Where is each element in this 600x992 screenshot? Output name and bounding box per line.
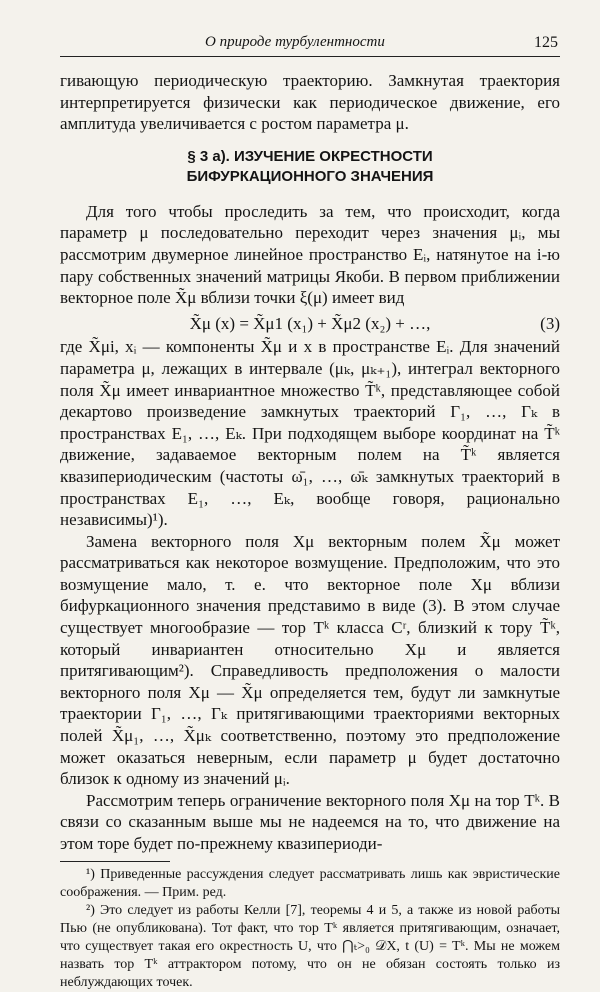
footnote-rule: [60, 861, 170, 862]
section-heading-line-1: § 3 а). ИЗУЧЕНИЕ ОКРЕСТНОСТИ: [187, 147, 433, 165]
footnote-1: ¹) Приведенные рассуждения следует рассматривать лишь как эвристические соображения. — Прим. ред.: [60, 866, 560, 900]
footnote-2: ²) Это следует из работы Келли [7], теоремы 4 и 5, а также из новой работы Пью (не опубликована). Тот факт, что тор Tᵏ является притягивающим, означает, что существует такая его окрестность U, что ⋂ₜ>₀ 𝒟X, t (U) = Tᵏ. Мы не можем назвать тор Tᵏ аттрактором потому, что он не обязан состоять только из неблуждающих точек.: [60, 902, 560, 990]
section-heading-line-2: БИФУРКАЦИОННОГО ЗНАЧЕНИЯ: [186, 167, 434, 185]
running-head-title: О природе турбулентности: [205, 34, 385, 50]
formula-3-number: (3): [540, 313, 560, 333]
page-body: [60, 70, 560, 992]
paragraph-intro: гивающую периодическую траекторию. Замкнутая траектория интерпретируется физически как периодическое движение, его амплитуда увеличивается с ростом параметра μ.: [60, 71, 560, 134]
footnotes: [60, 866, 560, 992]
formula-3-text: X̃μ (x) = X̃μ1 (x₁) + X̃μ2 (x₂) + …,: [189, 313, 431, 333]
running-head: [60, 34, 560, 57]
paragraph-4: Рассмотрим теперь ограничение векторного поля Xμ на тор Tᵏ. В связи со сказанным выше мы не надеемся на то, что движение на этом торе будет по-прежнему квазипериоди-: [60, 790, 560, 853]
paragraph-3: Замена векторного поля Xμ векторным полем X̃μ может рассматриваться как некоторое возмущение. Предположим, что это возмущение мало, т. е. что векторное поле Xμ вблизи бифуркационного значения представимо в виде (3). В этом случае существует многообразие — тор Tᵏ класса Cʳ, близкий к тору T̃ᵏ, который инвариантен относительно Xμ и является притягивающим²). Справедливость предположения о малости векторного поля Xμ — X̃μ определяется тем, будут ли замкнутые траектории Γ₁, …, Γₖ притягивающими траекториями векторных полей X̃μ₁, …, X̃μₖ соответственно, поэтому это предположение может оказаться неверным, если параметр μ будет достаточно близок к одному из значений μᵢ.: [60, 531, 560, 789]
section-heading: [60, 147, 560, 187]
paragraph-2: где X̃μi, xᵢ — компоненты X̃μ и x в пространстве Eᵢ. Для значений параметра μ, лежащих в интервале (μₖ, μₖ₊₁), интеграл векторного поля X̃μ имеет инвариантное множество T̃ᵏ, представляющее собой декартово произведение замкнутых траекторий Γ₁, …, Γₖ в пространствах E₁, …, Eₖ. При подходящем выборе координат на T̃ᵏ движение, задаваемое векторным полем на T̃ᵏ является квазипериодическим (частоты ω̄₁, …, ω̄ₖ замкнутых траекторий в пространствах E₁, …, Eₖ, вообще говоря, рационально независимы)¹).: [60, 337, 560, 530]
page-number: 125: [534, 34, 558, 51]
formula-3: [60, 313, 560, 335]
paragraph-1: Для того чтобы проследить за тем, что происходит, когда параметр μ последовательно переходит через значения μᵢ, мы рассмотрим двумерное линейное пространство Eᵢ, натянутое на i-ю пару собственных значений матрицы Якоби. В первом приближении векторное поле X̃μ вблизи точки ξ(μ) имеет вид: [60, 201, 560, 308]
